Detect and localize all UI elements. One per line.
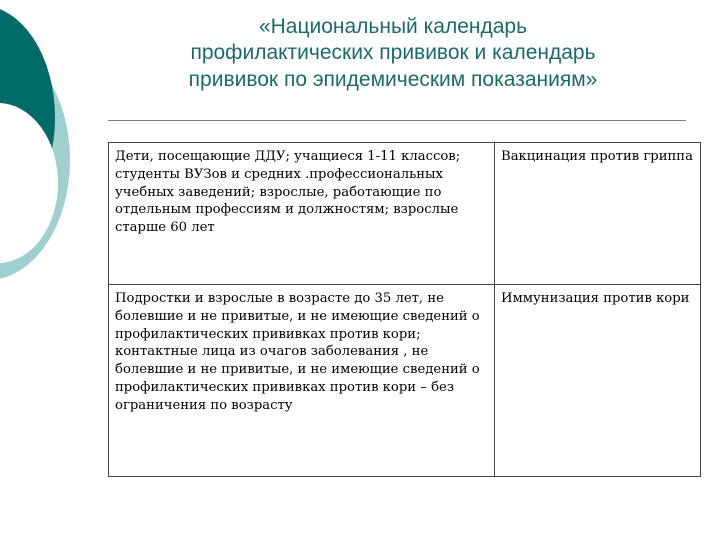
title-line-3: прививок по эпидемическим показаниям» (188, 67, 598, 91)
left-decoration (0, 0, 120, 290)
population-cell: Дети, посещающие ДДУ; учащиеся 1-11 классов; студенты ВУЗов и средних .профессиональных учебных заведений; взрослые, работающие по отдельным профессиям и должностям; взрослые старше 60 лет (109, 143, 495, 285)
vaccination-cell: Иммунизация против кори (495, 285, 701, 477)
table-row (109, 143, 701, 285)
page-title (108, 14, 678, 93)
title-line-1: «Национальный календарь (258, 15, 528, 38)
table-row (109, 285, 701, 477)
vaccination-table-container (108, 142, 693, 466)
title-line-2: профилактических прививок и календарь (190, 41, 596, 65)
title-divider (108, 120, 686, 121)
vaccination-table (108, 142, 701, 477)
vaccination-cell: Вакцинация против гриппа (495, 143, 701, 285)
population-cell: Подростки и взрослые в возрасте до 35 лет, не болевшие и не привитые, и не имеющие сведений о профилактических прививках против кори; контактные лица из очагов заболевания , не болевшие и не привитые, и не имеющие сведений о профилактических прививках против кори – без ограничения по возрасту (109, 285, 495, 477)
